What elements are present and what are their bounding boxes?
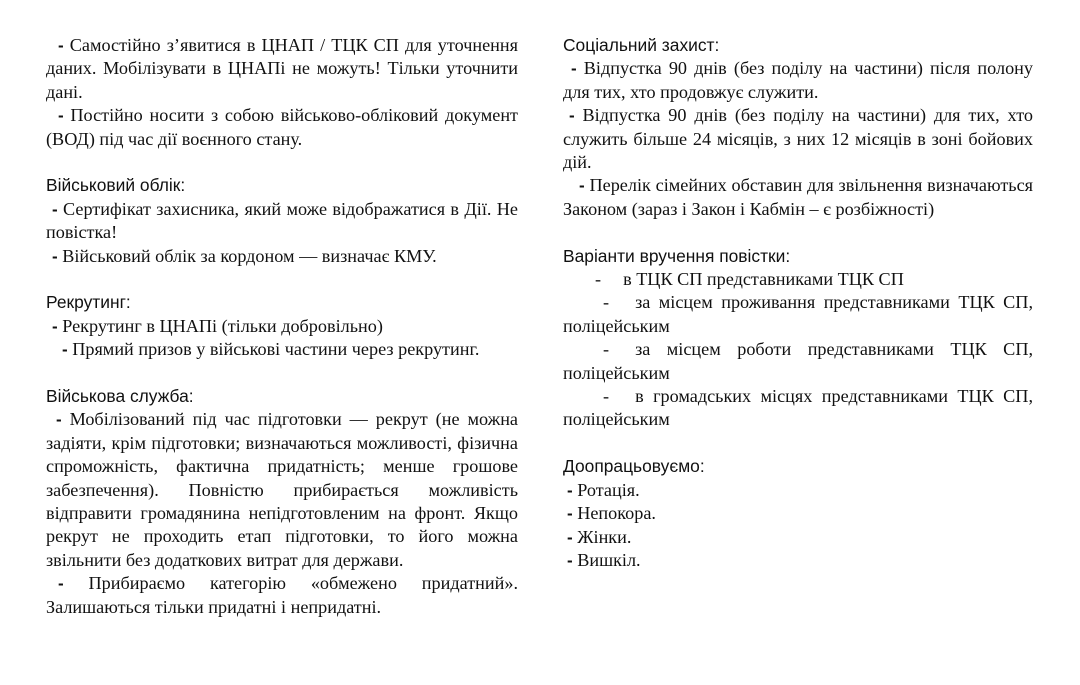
in-progress-item: - Ротація.	[567, 479, 640, 500]
military-service-item: - Прибираємо категорію «обмежено придатний». Залишаються тільки придатні і непридатні.	[46, 573, 518, 617]
bullet-dash-icon: -	[567, 527, 573, 547]
social-protection-item: - Відпустка 90 днів (без поділу на частини) для тих, хто служить більше 24 місяців, з них 12 місяців в зоні бойових дій.	[563, 105, 1034, 173]
bullet-dash-icon: -	[567, 504, 573, 524]
military-registration-item: - Сертифікат захисника, який може відображатися в Дії. Не повістка!	[46, 198, 518, 243]
section-heading-military-service: Військова служба:	[46, 386, 194, 407]
delivery-list-item: - в громадських місцях представниками ТЦК СП, поліцейським	[563, 386, 1033, 430]
bullet-dash-icon: -	[52, 199, 58, 219]
bullet-dash-icon: -	[56, 410, 62, 430]
recruiting-item: - Прямий призов у військові частини через рекрутинг.	[62, 339, 480, 360]
intro-paragraph-2: - Постійно носити з собою військово-обліковий документ (ВОД) під час дії воєнного стану.	[46, 105, 518, 149]
section-heading-military-registration: Військовий облік:	[46, 175, 186, 196]
bullet-dash-icon: -	[52, 246, 58, 266]
bullet-dash-icon: -	[579, 176, 585, 196]
list-dash-icon: -	[603, 292, 610, 313]
bullet-dash-icon: -	[62, 340, 68, 360]
bullet-dash-icon: -	[52, 316, 58, 336]
section-heading-recruiting: Рекрутинг:	[46, 292, 131, 313]
delivery-list-item: - за місцем роботи представниками ТЦК СП, поліцейським	[563, 339, 1033, 383]
list-dash-icon: -	[595, 269, 602, 290]
right-column	[563, 34, 1033, 572]
recruiting-item: - Рекрутинг в ЦНАПі (тільки добровільно)	[52, 315, 383, 336]
list-dash-icon: -	[603, 386, 610, 407]
in-progress-item: - Жінки.	[567, 526, 632, 547]
social-protection-item: - Відпустка 90 днів (без поділу на частини) після полону для тих, хто продовжує служити.	[563, 58, 1034, 102]
military-registration-item: - Військовий облік за кордоном — визначає КМУ.	[52, 245, 437, 266]
military-service-item: - Мобілізований під час підготовки — рекрут (не можна задіяти, крім підготовки; визначаються можливості, фізична спроможність, фактична придатність; менше грошове забезпечення). Повністю прибирається можливість відправити громадянина непідготовленим на фронт. Якщо рекрут не проходить етап підготовки, то його можна звільнити без додаткових витрат для держави.	[46, 409, 518, 570]
left-column	[46, 34, 518, 619]
list-dash-icon: -	[603, 339, 610, 360]
bullet-dash-icon: -	[569, 106, 575, 126]
section-heading-summons-delivery: Варіанти вручення повістки:	[563, 245, 791, 266]
section-heading-social-protection: Соціальний захист:	[563, 35, 720, 55]
bullet-dash-icon: -	[58, 36, 64, 55]
section-heading-in-progress: Доопрацьовуємо:	[563, 456, 705, 477]
bullet-dash-icon: -	[58, 106, 64, 126]
bullet-dash-icon: -	[567, 550, 573, 570]
in-progress-item: - Вишкіл.	[567, 549, 641, 570]
delivery-list-item: - в ТЦК СП представниками ТЦК СП	[595, 269, 904, 290]
in-progress-item: - Непокора.	[567, 503, 656, 524]
delivery-list-item: - за місцем проживання представниками ТЦК СП, поліцейським	[563, 292, 1033, 336]
bullet-dash-icon: -	[567, 480, 573, 500]
bullet-dash-icon: -	[58, 574, 64, 594]
bullet-dash-icon: -	[571, 59, 577, 79]
social-protection-item: - Перелік сімейних обставин для звільнення визначаються Законом (зараз і Закон і Кабмін – є розбіжності)	[563, 175, 1034, 219]
intro-paragraph-1: - Самостійно з’явитися в ЦНАП / ТЦК СП для уточнення даних. Мобілізувати в ЦНАПі не можуть! Тільки уточнити дані.	[46, 35, 518, 102]
